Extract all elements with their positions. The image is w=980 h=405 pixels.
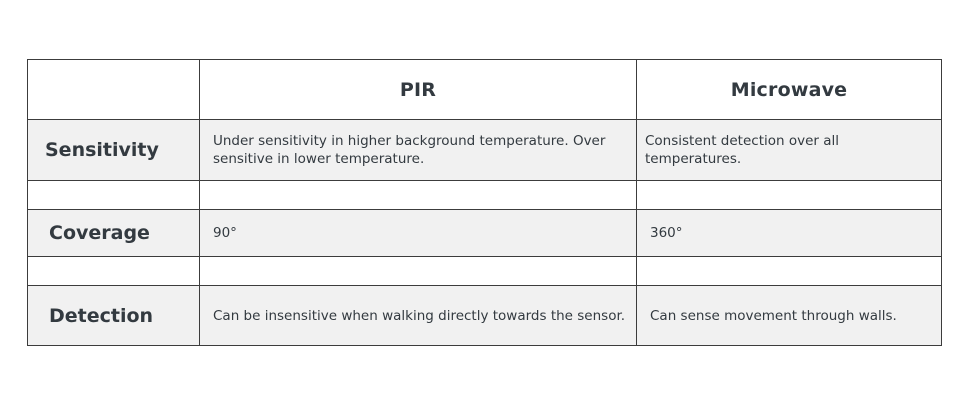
header-pir: PIR [200,60,637,120]
spacer-cell [637,257,942,286]
table-row-coverage [28,210,942,257]
spacer-row [28,257,942,286]
table-row-sensitivity [28,120,942,181]
spacer-row [28,181,942,210]
cell-pir-detection: Can be insensitive when walking directly towards the sensor. [200,286,637,346]
cell-pir-sensitivity: Under sensitivity in higher background temperature. Over sensitive in lower temperature. [200,120,637,181]
row-label-sensitivity: Sensitivity [28,120,200,181]
cell-microwave-coverage: 360° [637,210,942,257]
table-row-detection [28,286,942,346]
spacer-cell [28,181,200,210]
spacer-cell [28,257,200,286]
spacer-cell [200,257,637,286]
comparison-table [27,59,942,346]
header-microwave: Microwave [637,60,942,120]
spacer-cell [200,181,637,210]
header-row [28,60,942,120]
cell-pir-coverage: 90° [200,210,637,257]
spacer-cell [637,181,942,210]
cell-microwave-sensitivity: Consistent detection over all temperatures. [637,120,942,181]
row-label-coverage: Coverage [28,210,200,257]
cell-microwave-detection: Can sense movement through walls. [637,286,942,346]
row-label-detection: Detection [28,286,200,346]
header-empty-cell [28,60,200,120]
